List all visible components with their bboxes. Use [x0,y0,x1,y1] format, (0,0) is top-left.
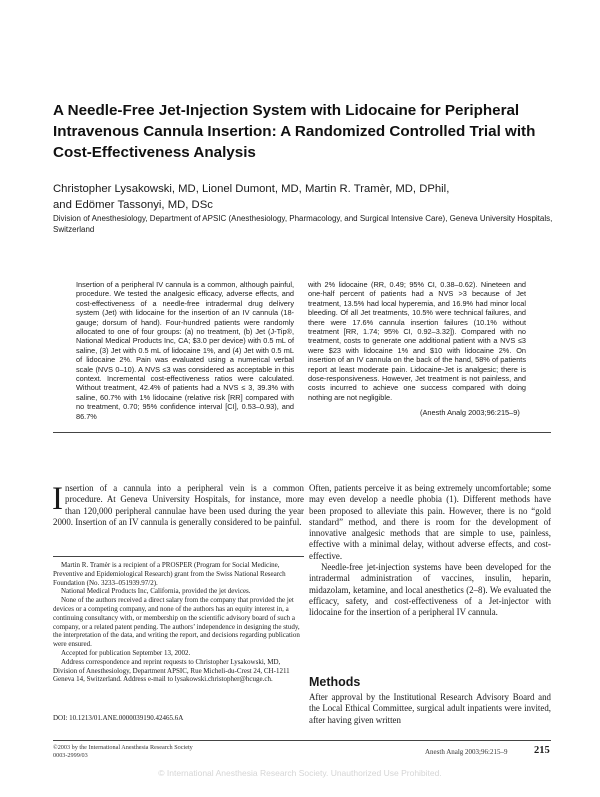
footnotes [53,561,304,684]
copyright [53,744,193,759]
body-paragraph-2: Needle-free jet-injection systems have been developed for the intradermal administration of vaccines, insulin, heparin, midazolam, ketamine, and local anesthetics (2–8). We evaluated the efficacy, safety, and cost-effectiveness of a Jet-injector with lidocaine for the insertion of a peripheral IV cannula. [309,562,551,618]
methods-heading: Methods [309,675,361,689]
intro-paragraph [53,483,304,528]
doi: DOI: 10.1213/01.ANE.0000039190.42465.6A [53,714,184,722]
footnote: Accepted for publication September 13, 2002. [61,648,191,657]
footnote: None of the authors received a direct salary from the company that provided the jet devices or a competing company, and none of the authors has an equity interest in, a continuing consultancy with, or membership on the scientific advisory board of such a company, or a related patent pending. The authors’ independence in designing the study, the interpretation of the data, and writing the report, and decisions regarding publication were ensured. [53,596,300,649]
drop-cap: I [52,481,63,517]
watermark: © International Anesthesia Research Society. Unauthorized Use Prohibited. [158,768,442,778]
abstract-citation: (Anesth Analg 2003;96:215–9) [420,408,520,417]
author-line-1: Christopher Lysakowski, MD, Lionel Dumont, MD, Martin R. Tramèr, MD, DPhil, [53,183,450,195]
abstract-divider [53,432,551,433]
footnote-divider [53,556,304,557]
body-paragraph-1: Often, patients perceive it as being extremely uncomfortable; some may even develop a needle phobia (1). Different methods have been proposed to alleviate this pain. However, there is no “gold standard” method, and there is room for the development of innovative analgesic methods that are simple to use, painless, effective with a minimal delay, without adverse effects, and cost-effective. [309,483,551,561]
affiliation: Division of Anesthesiology, Department of APSIC (Anesthesiology, Pharmacology, and Surgical Intensive Care), Geneva University Hospitals, Switzerland [53,214,553,234]
author-list [53,182,573,213]
journal-reference: Anesth Analg 2003;96:215–9 [425,748,508,756]
footnote: Martin R. Tramèr is a recipient of a PROSPER (Program for Social Medicine, Preventive and Epidemiological Research) grant from the Swiss National Research Foundation (No. 3233–051939.97/2). [53,561,286,587]
author-line-2: and Edömer Tassonyi, MD, DSc [53,198,213,211]
page-number: 215 [534,745,550,756]
footnote: National Medical Products Inc, California, provided the jet devices. [61,587,251,596]
footnote: Address correspondence and reprint requests to Christopher Lysakowski, MD, Division of Anesthesiology, Department APSIC, Rue Micheli-du-Crest 24, CH-1211 Geneva 14, Switzerland. Address e-mail to lysakowski.christopher@hcuge.ch. [53,657,290,684]
abstract-left-column: Insertion of a peripheral IV cannula is a common, although painful, procedure. We tested the analgesic efficacy, adverse effects, and cost-effectiveness of a needle-free intradermal drug delivery system (Jet) with lidocaine for the insertion of an IV cannula (18-gauge; dorsum of hand). Four-hundred patients were randomly allocated to one of four groups: (a) no treatment, (b) Jet (J-Tip®, National Medical Products Inc, CA; $3.0 per device) with 0.5 mL of saline, (3) Jet with 0.5 mL of lidocaine 1%, and (4) Jet with 0.5 mL of lidocaine 2%. Pain was evaluated using a numerical verbal scale (NVS 0–10). A NVS ≤3 was considered as acceptable in this context. Incremental cost-effectiveness ratios were calculated. Without treatment, 42.4% of patients had a NVS ≤ 3, 39.3% with saline, 60.7% with 1% lidocaine (relative risk [RR] compared with no treatment, 0.70; 95% confidence interval [CI], 0.53–0.93), and 86.7% [76,280,294,421]
body-right-column [309,483,551,619]
copyright-line-1: ©2003 by the International Anesthesia Research Society [53,744,193,751]
methods-text: After approval by the Institutional Research Advisory Board and the Local Ethical Committee, surgical adult inpatients were invited, after having given written [309,692,551,725]
abstract-right-column: with 2% lidocaine (RR, 0.49; 95% CI, 0.38–0.62). Nineteen and one-half percent of patients had a NVS >3 because of Jet treatment, 13.5% had local hyperemia, and 16.9% had minor local bleeding. Of all Jet treatments, 10.5% were technical failures, and there were 17.6% cannula insertion failures (10.1% without treatment [RR, 1.74; 95% CI, 0.92–3.32]). Compared with no treatment, costs to generate one additional patient with a NVS ≤3 were $23 with lidocaine 1% and $10 with lidocaine 2%. On insertion of an IV cannula on the back of the hand, 58% of patients report at least moderate pain. Lidocaine-Jet is analgesic; there is dose-responsiveness. However, Jet treatment is not painless, and costs incurred to achieve one success compared with doing nothing are not negligible. [308,280,526,402]
copyright-line-2: 0003-2999/03 [53,751,88,759]
footer-divider [53,740,551,741]
intro-text: nsertion of a cannula into a peripheral vein is a common procedure. At Geneva University Hospitals, for instance, more than 120,000 peripheral cannulae have been used during the year 2000. Insertion of an IV cannula is generally considered to be painful. [53,483,304,527]
article-title: A Needle-Free Jet-Injection System with Lidocaine for Peripheral Intravenous Cannula Insertion: A Randomized Controlled Trial with Cost-Effectiveness Analysis [53,102,536,161]
